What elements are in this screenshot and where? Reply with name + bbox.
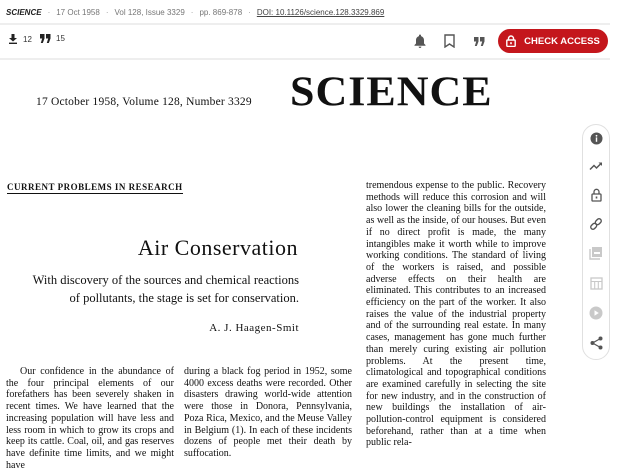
- alert-button[interactable]: [411, 32, 429, 50]
- publication-date: 17 Oct 1958: [56, 7, 100, 17]
- body-column-2: [184, 366, 352, 460]
- article-title: Air Conservation: [137, 235, 298, 260]
- trending-icon: [589, 161, 603, 171]
- journal-masthead: SCIENCE: [290, 68, 493, 115]
- subtitle-line: With discovery of the sources and chemical reactions: [32, 273, 299, 287]
- divider: [0, 23, 610, 25]
- article-scan: [0, 60, 570, 471]
- info-button[interactable]: [588, 130, 604, 146]
- images-icon: [589, 246, 603, 260]
- media-button[interactable]: [588, 305, 604, 321]
- article-subtitle: [0, 271, 299, 307]
- article-meta-bar: SCIENCE · 17 Oct 1958 · Vol 128, Issue 3329 · pp. 869-878 · DOI: 10.1126/science.128.3329.869: [6, 7, 385, 17]
- download-icon: [8, 34, 18, 44]
- check-access-button[interactable]: [498, 29, 608, 53]
- bell-icon: [414, 34, 426, 48]
- share-icon: [590, 336, 603, 350]
- permalink-button[interactable]: [588, 216, 604, 232]
- section-label: CURRENT PROBLEMS IN RESEARCH: [7, 182, 183, 192]
- body-paragraph: Our confidence in the abundance of the four principal elements of our forefathers has been severely shaken in recent times. We have learned that the increasing population will have less and less room in which to grow its crops and keep its cattle. Coal, oil, and gas reserves have definite time limits, and we might have: [6, 366, 174, 471]
- info-icon: [590, 132, 603, 145]
- quote-icon: [474, 37, 485, 46]
- issue-line: 17 October 1958, Volume 128, Number 3329: [36, 96, 252, 108]
- article-author: A. J. Haagen-Smit: [209, 322, 299, 334]
- link-icon: [589, 217, 603, 231]
- check-access-label: CHECK ACCESS: [524, 35, 600, 47]
- page-range: pp. 869-878: [199, 7, 243, 17]
- downloads-count: 12: [23, 34, 32, 44]
- share-button[interactable]: [588, 335, 604, 351]
- body-column-1: [6, 366, 174, 471]
- table-icon: [590, 277, 603, 290]
- lock-icon: [506, 35, 516, 47]
- cite-button[interactable]: [470, 32, 488, 50]
- bookmark-icon: [444, 34, 455, 48]
- subtitle-line: of pollutants, the stage is set for conservation.: [69, 291, 299, 305]
- article-tools-rail: [582, 124, 610, 360]
- play-icon: [589, 306, 603, 320]
- volume-issue: Vol 128, Issue 3329: [114, 7, 185, 17]
- journal-name: SCIENCE: [6, 7, 42, 17]
- figures-button[interactable]: [588, 245, 604, 261]
- tables-button[interactable]: [588, 275, 604, 291]
- citations-metric[interactable]: [40, 34, 65, 43]
- quote-icon: [40, 34, 51, 43]
- lock-open-icon: [591, 188, 602, 202]
- downloads-metric[interactable]: [8, 34, 32, 44]
- access-button[interactable]: [588, 187, 604, 203]
- body-column-3: [366, 180, 546, 449]
- bookmark-button[interactable]: [440, 32, 458, 50]
- body-paragraph: during a black fog period in 1952, some 4000 excess deaths were recorded. Other disasters drawing world-wide attention were those in Donora, Pennsylvania, Poza Rica, Mexico, and the Meuse Valley in Belgium (1). In each of these incidents dozens of people met their death by suffocation.: [184, 366, 352, 459]
- doi-link[interactable]: DOI: 10.1126/science.128.3329.869: [256, 7, 385, 17]
- citations-count: 15: [56, 34, 65, 43]
- metrics-button[interactable]: [588, 158, 604, 174]
- body-paragraph: tremendous expense to the public. Recovery methods will reduce this corrosion and will also lower the cleaning bills for the outside, as well as the inside, of our houses. But even if no direct profit is made, the many intangibles make it worth while to improve working conditions. The standard of living of the workers is raised, and possible adverse effects on their health are eliminated. This contributes to an increased efficiency on the part of the worker. It also raises the value of the industrial property and of the surrounding real estate. In many cases, management has gone much further than merely curing existing air pollution problems. At the present time, climatological and topographical conditions are examined carefully in selecting the site for new industry, and in the construction of new buildings the installation of air-pollution-control equipment is considered beforehand, rather than at a time when public rela-: [366, 180, 546, 449]
